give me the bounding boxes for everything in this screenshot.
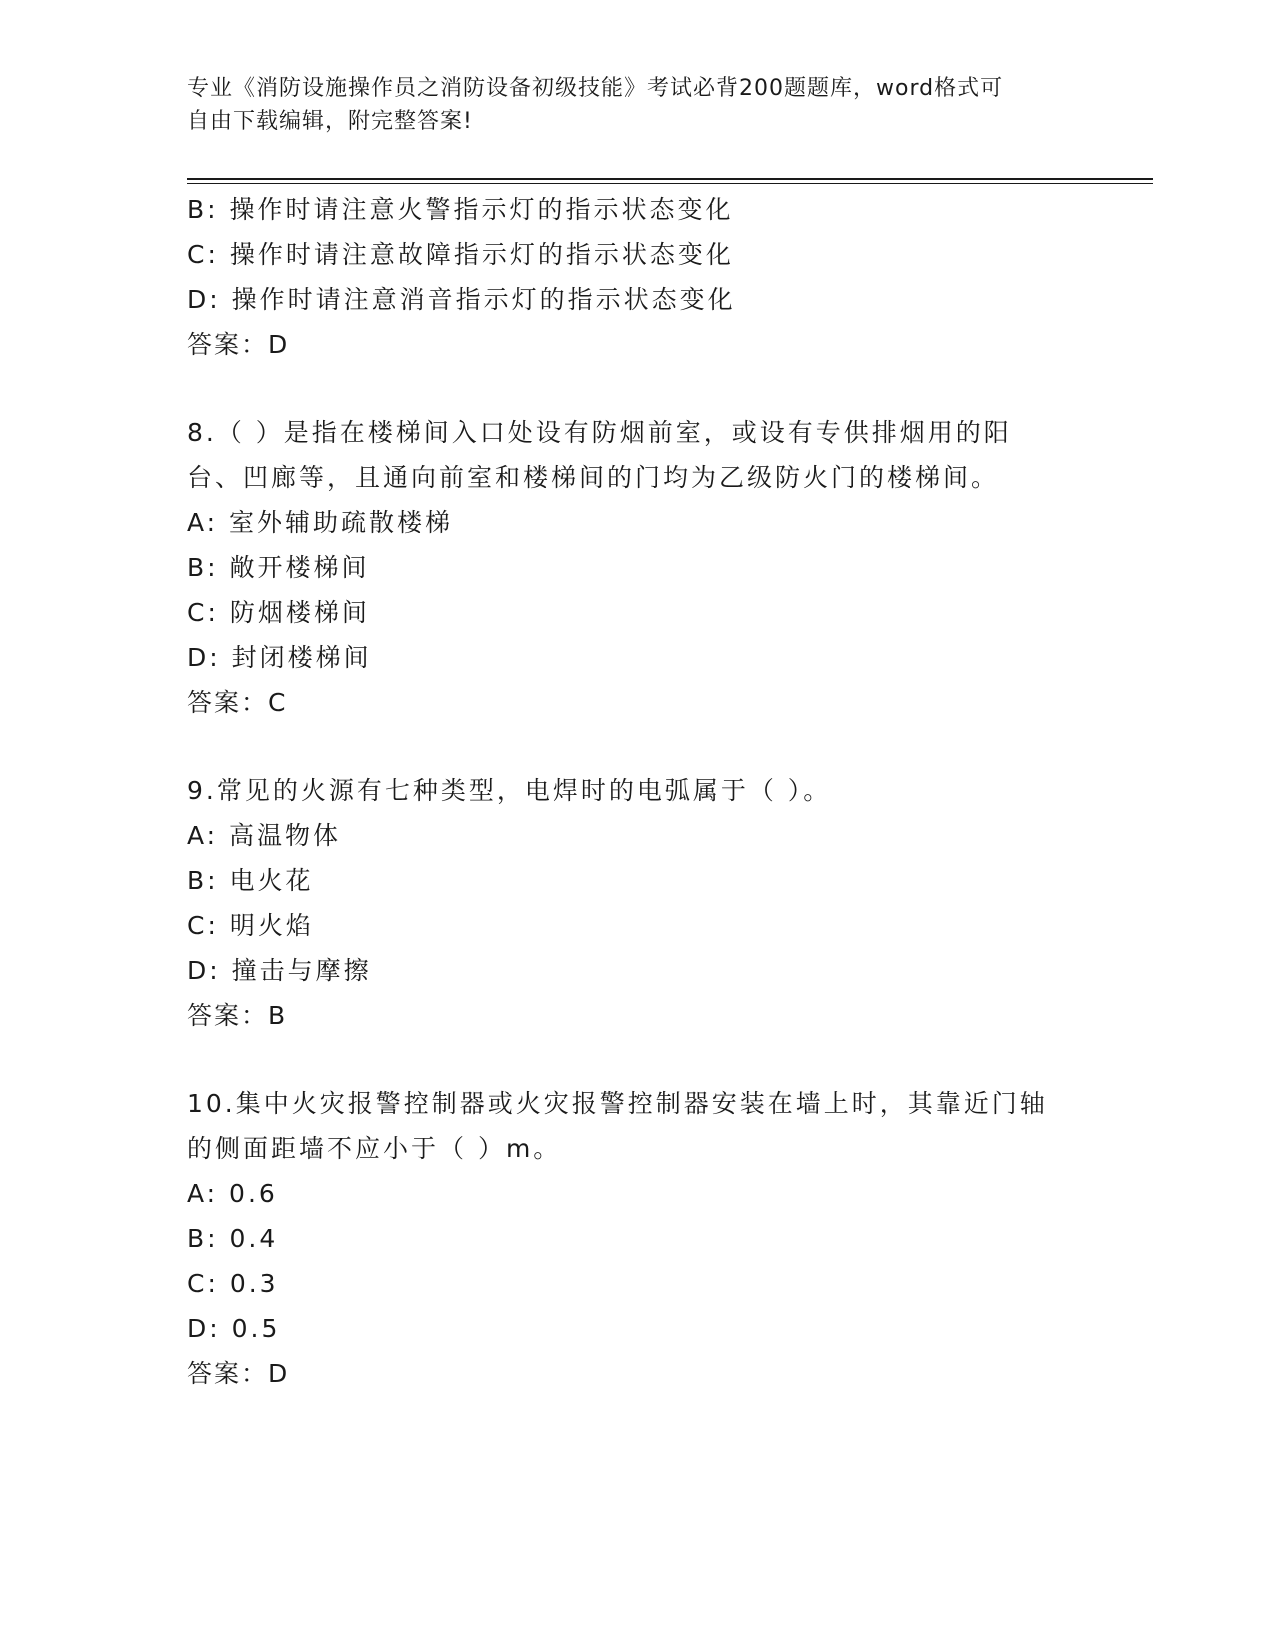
- header-line-2: 自由下载编辑，附完整答案!: [187, 109, 473, 134]
- q7-option-c: C: 操作时请注意故障指示灯的指示状态变化: [187, 240, 734, 269]
- q9-option-d: D: 撞击与摩擦: [187, 956, 372, 985]
- q10-answer: 答案：D: [187, 1359, 290, 1388]
- q9-option-b: B: 电火花: [187, 866, 314, 895]
- q7-option-b: B: 操作时请注意火警指示灯的指示状态变化: [187, 195, 734, 224]
- q9-option-c: C: 明火焰: [187, 911, 314, 940]
- q7-answer: 答案：D: [187, 330, 290, 359]
- header-divider-thin: [187, 183, 1153, 184]
- q9-option-a: A: 高温物体: [187, 821, 342, 850]
- q8-stem-line-2: 台、凹廊等，且通向前室和楼梯间的门均为乙级防火门的楼梯间。: [187, 463, 1000, 492]
- q9-stem-line-1: 9.常见的火源有七种类型，电焊时的电弧属于（ ）。: [187, 776, 832, 805]
- q8-stem-line-1: 8.（ ）是指在楼梯间入口处设有防烟前室，或设有专供排烟用的阳: [187, 418, 1012, 447]
- q10-option-b: B: 0.4: [187, 1224, 279, 1253]
- document-header: [187, 72, 1067, 138]
- q10-stem-line-2: 的侧面距墙不应小于（ ）m。: [187, 1134, 562, 1163]
- q9-answer: 答案：B: [187, 1001, 288, 1030]
- q10-stem-line-1: 10.集中火灾报警控制器或火灾报警控制器安装在墙上时，其靠近门轴: [187, 1089, 1048, 1118]
- q10-option-a: A: 0.6: [187, 1179, 278, 1208]
- q8-option-a: A: 室外辅助疏散楼梯: [187, 508, 454, 537]
- q10-option-c: C: 0.3: [187, 1269, 279, 1298]
- q8-option-c: C: 防烟楼梯间: [187, 598, 370, 627]
- header-line-1: 专业《消防设施操作员之消防设备初级技能》考试必背200题题库，word格式可: [187, 76, 1004, 101]
- q10-option-d: D: 0.5: [187, 1314, 281, 1343]
- q8-option-b: B: 敞开楼梯间: [187, 553, 370, 582]
- q7-option-d: D: 操作时请注意消音指示灯的指示状态变化: [187, 285, 736, 314]
- header-divider-thick: [187, 178, 1153, 180]
- q8-answer: 答案：C: [187, 688, 288, 717]
- q8-option-d: D: 封闭楼梯间: [187, 643, 372, 672]
